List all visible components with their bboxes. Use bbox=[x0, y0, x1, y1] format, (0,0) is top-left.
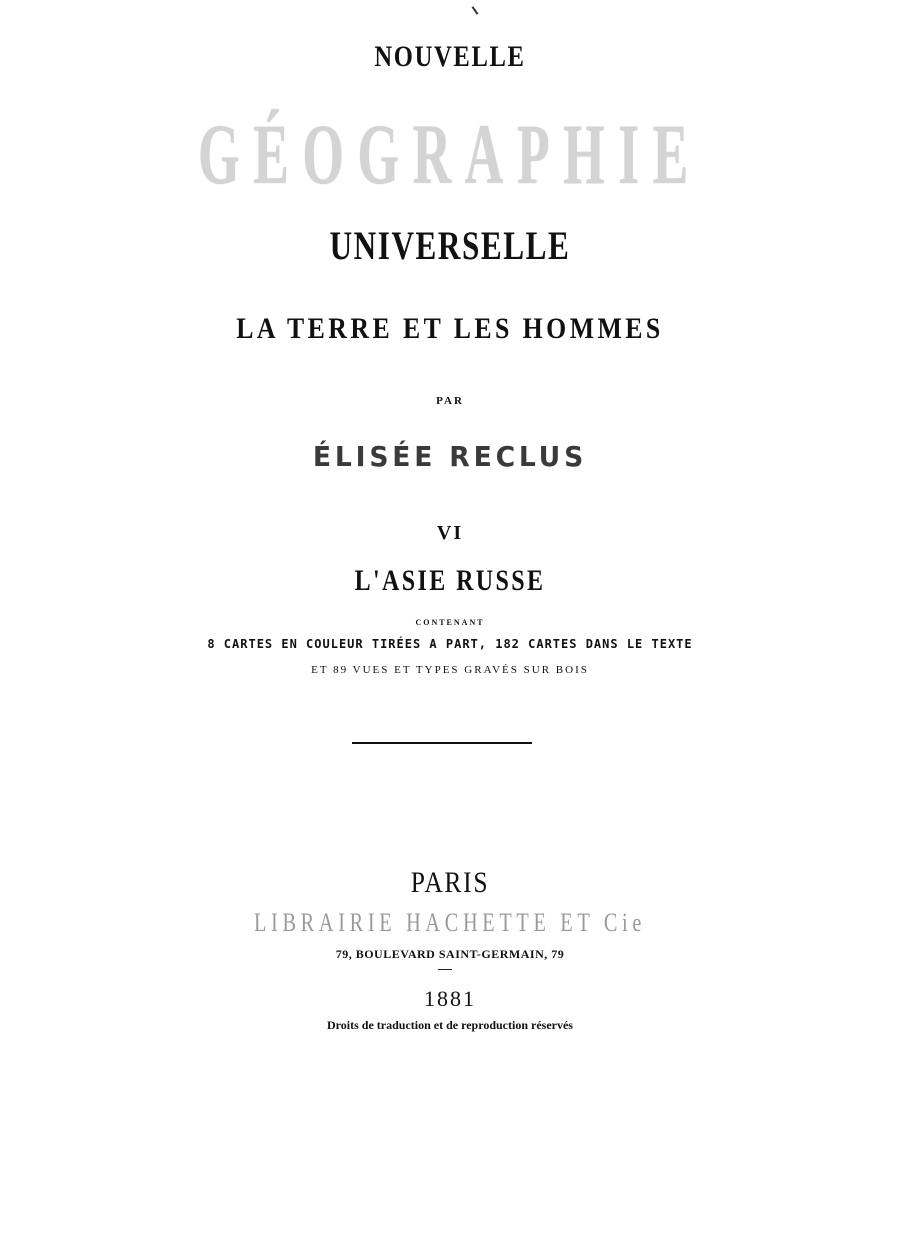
volume-number: VI bbox=[436, 522, 464, 544]
title-nouvelle: NOUVELLE bbox=[374, 40, 526, 73]
contents-maps: 8 CARTES EN COULEUR TIRÉES A PART, 182 CARTES DANS LE TEXTE bbox=[207, 637, 693, 651]
ink-speck bbox=[472, 6, 479, 15]
title-geographie: GÉOGRAPHIE bbox=[198, 106, 702, 202]
imprint-year: 1881 bbox=[424, 986, 476, 1011]
imprint-publisher: LIBRAIRIE HACHETTE ET Cie bbox=[253, 908, 647, 937]
volume-title: L'ASIE RUSSE bbox=[354, 564, 546, 597]
rights-notice: Droits de traduction et de reproduction réservés bbox=[327, 1018, 573, 1032]
title-universelle: UNIVERSELLE bbox=[329, 223, 571, 268]
horizontal-rule bbox=[352, 742, 532, 744]
subtitle-terre-hommes: LA TERRE ET LES HOMMES bbox=[236, 312, 664, 345]
imprint-address: 79, BOULEVARD SAINT-GERMAIN, 79 bbox=[335, 947, 565, 961]
author-name: ÉLISÉE RECLUS bbox=[312, 440, 588, 473]
imprint-city: PARIS bbox=[410, 866, 490, 899]
contents-engravings: ET 89 VUES ET TYPES GRAVÉS SUR BOIS bbox=[311, 664, 589, 676]
by-label: PAR bbox=[436, 395, 464, 407]
contents-label: CONTENANT bbox=[415, 618, 485, 627]
short-rule bbox=[438, 969, 452, 970]
